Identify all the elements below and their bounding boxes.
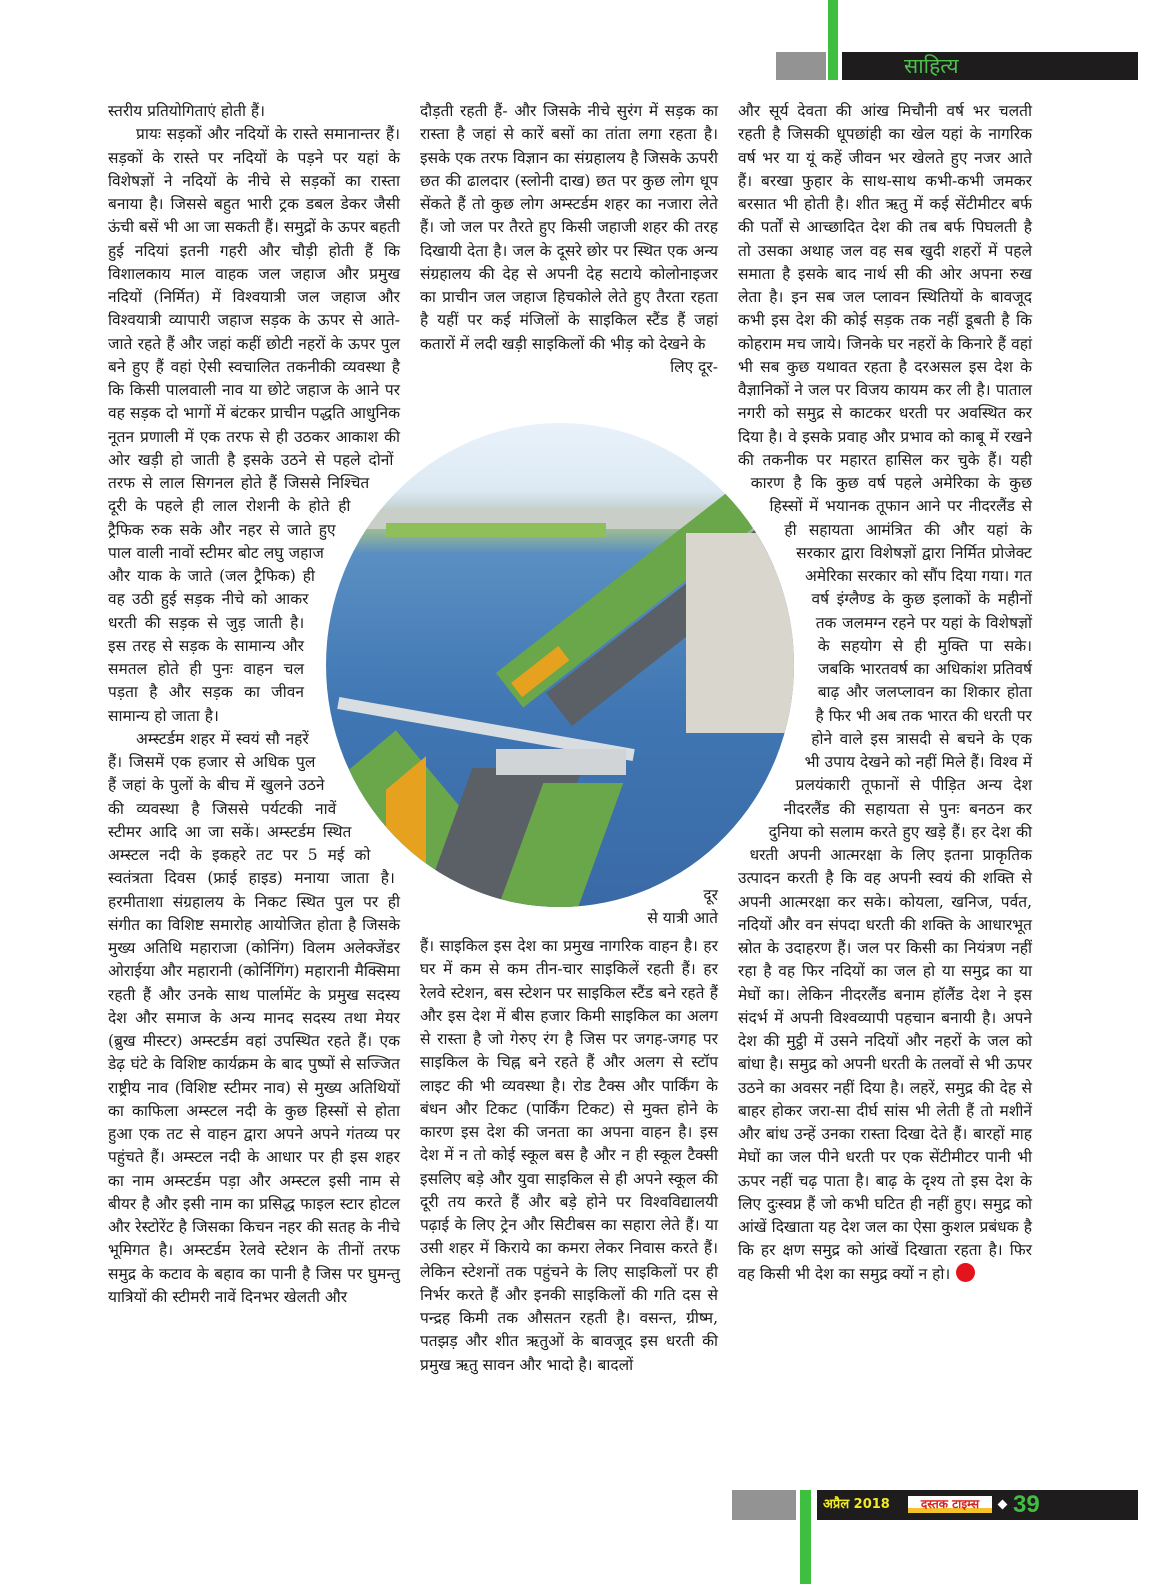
- article-column-middle-top: [420, 100, 718, 379]
- end-mark-dot-icon: [956, 1263, 975, 1282]
- header-gray-block: [776, 52, 826, 80]
- section-header-bar: [842, 52, 1138, 80]
- publication-logo: दस्तक टाइम्स: [908, 1496, 992, 1513]
- paragraph-tail: लिए दूर-: [670, 357, 718, 376]
- paragraph: अम्स्टर्डम शहर में स्वयं सौ नहरें हैं। जिसमें एक हजार से अधिक पुल हैं जहां के पुलों के बीच में खुलने उठने की व्यवस्था है जिससे पर्यटकी नावें स्टीमर आदि आ जा सकें। अम्स्टर्डम स्थित अम्स्टल नदी के इकहरे तट पर 5 मई को स्वतंत्रता दिवस (फ्राई हाइड) मनाया जाता है। हरमीताशा संग्रहालय के निकट स्थित पुल पर ही संगीत का विशिष्ट समारोह आयोजित होता है जिसके मुख्य अतिथि महाराजा (कोनिंग) विलम अलेक्जेंडर ओराईया और महारानी (कोर्निगिंग) महारानी मैक्सिमा रहती हैं और उनके साथ पार्लामेंट के प्रमुख सदस्य देश और समाज के अन्य मानद सदस्य तथा मेयर (ब्रुख मीस्टर) अम्स्टर्डम वहां उपस्थित रहते हैं। एक डेढ़ घंटे के विशिष्ट कार्यक्रम के बाद पुष्पों से सज्जित राष्ट्रीय नाव (विशिष्ट स्टीमर नाव) से मुख्य अतिथियों का काफिला अम्स्टल नदी के कुछ हिस्सों से होता हुआ एक तट से वाहन द्वारा अपने अपने गंतव्य पर पहुंचते हैं। अम्स्टल नदी के आधार पर ही इस शहर का नाम अम्स्टर्डम पड़ा और अम्स्टल इसी नाम से बीयर है और इसी नाम का प्रसिद्ध फाइल स्टार होटल और रेस्टोरेंट है जिसका किचन नहर की सतह के नीचे भूमिगत है। अम्स्टर्डम रेलवे स्टेशन के तीनों तरफ समुद्र के कटाव के बहाव का पानी है जिस पर घुमन्तु यात्रियों की स्टीमरी नावें दिनभर खेलती और: [108, 729, 400, 1306]
- paragraph: हैं। साइकिल इस देश का प्रमुख नागरिक वाहन है। हर घर में कम से कम तीन-चार साइकिलें रहती हैं। हर रेलवे स्टेशन, बस स्टेशन पर साइकिल स्टैंड बने रहते हैं और इस देश में बीस हजार किमी साइकिल का अलग से रास्ता है जो गेरुए रंग है जिस पर जगह-जगह पर साइकिल के चिह्न बने रहते हैं और अलग से स्टॉप लाइट की भी व्यवस्था है। रोड टैक्स और पार्किंग के बंधन और टिकट (पार्किंग टिकट) से मुक्त होने के कारण इस देश की जनता का अपना वाहन है। इस देश में न तो कोई स्कूल बस है और न ही स्कूल टैक्सी इसलिए बड़े और युवा साइकिल से ही अपने स्कूल की दूरी तय करते हैं और बड़े होने पर विश्वविद्यालयी पढ़ाई के लिए ट्रेन और सिटीबस का सहारा लेते हैं। या उसी शहर में किराये का कमरा लेकर निवास करते हैं। लेकिन स्टेशनों तक पहुंचने के लिए साइकिलों पर ही निर्भर करते हैं और इनकी साइकिलों की गति दस से पन्द्रह किमी तक औसतन रहती है। वसन्त, ग्रीष्म, पतझड़ और शीत ऋतुओं के बावजूद इस धरती की प्रमुख ऋतु सावन और भादो है। बादलों: [420, 937, 718, 1374]
- header-green-rule: [828, 0, 838, 80]
- caption-lines: [420, 884, 718, 931]
- footer-green-rule: [800, 1490, 811, 1584]
- paragraph: प्रायः सड़कों और नदियों के रास्ते समानान्तर हैं। सड़कों के रास्ते पर नदियों के पड़ने पर यहां के विशेषज्ञों ने नदियों के नीचे से सड़कों का रास्ता बनाया है। जिससे बहुत भारी ट्रक डबल डेकर जैसी ऊंची बसें भी आ जा सकती हैं। समुद्रों के ऊपर बहती हुई नदियां इतनी गहरी और चौड़ी होती हैं कि विशालकाय माल वाहक जल जहाज और प्रमुख नदियों (निर्मित) में विश्वयात्री जल जहाज और विश्वयात्री व्यापारी जहाज सड़क के ऊपर से आते-जाते रहते हैं और जहां कहीं छोटी नहरों के ऊपर पुल बने हुए हैं वहां ऐसी स्वचालित तकनीकी व्यवस्था है कि किसी पालवाली नाव या छोटे जहाज के आने पर वह सड़क दो भागों में बंटकर प्राचीन पद्धति आधुनिक नूतन प्रणाली में एक तरफ से ही उठकर आकाश की ओर खड़ी हो जाती है इसके उठने से पहले दोनों तरफ से लाल सिगनल होते हैं जिससे निश्चित दूरी के पहले ही लाल रोशनी के होते ही ट्रैफिक रुक सके और नहर से जाते हुए पाल वाली नावों स्टीमर बोट लघु जहाज और याक के जाते (जल ट्रैफिक) ही वह उठी हुई सड़क नीचे को आकर धरती की सड़क से जुड़ जाती है। इस तरह से सड़क के सामान्य और समतल होते ही पुनः वाहन चल पड़ता है और सड़क का जीवन सामान्य हो जाता है।: [108, 125, 400, 725]
- text-line: दूर: [703, 886, 718, 904]
- article-column-left: [108, 100, 400, 1309]
- footer-gray-block: [732, 1490, 796, 1520]
- section-title: साहित्य: [904, 54, 959, 78]
- page-number: 39: [1013, 1491, 1040, 1518]
- paragraph: दौड़ती रहती हैं- और जिसके नीचे सुरंग में सड़क का रास्ता है जहां से कारें बसों का तांता लगा रहता है। इसके एक तरफ विज्ञान का संग्रहालय है जिसके ऊपरी छत की ढालदार (स्लोनी दाख) छत पर कुछ लोग धूप सेंकते हैं तो कुछ लोग अम्स्टर्डम शहर का नजारा लेते हैं। जो जल पर तैरते हुए किसी जहाजी शहर की तरह दिखायी देता है। जल के दूसरे छोर पर स्थित एक अन्य संग्रहालय की देह से अपनी देह सटाये कोलोनाइजर का प्राचीन जल जहाज हिचकोले लेते हुए तैरता रहता है यहीं पर कई मंजिलों के साइकिल स्टैंड हैं जहां कतारों में लदी खड़ी साइकिलों की भीड़ को देखने के: [420, 102, 718, 353]
- diamond-separator-icon: [998, 1500, 1008, 1510]
- text-line: से यात्री आते: [647, 909, 718, 928]
- paragraph: स्तरीय प्रतियोगिताएं होती हैं।: [108, 102, 266, 120]
- article-column-right: [738, 100, 1032, 1286]
- paragraph-text: और सूर्य देवता की आंख मिचौनी वर्ष भर चलती रहती है जिसकी धूपछांही का खेल यहां के नागरिक वर्ष भर या यूं कहें जीवन भर खेलते हुए नजर आते हैं। बरखा फुहार के साथ-साथ कभी-कभी जमकर बरसात भी होती है। शीत ऋतु में कई सेंटीमीटर बर्फ की पर्तों से आच्छादित देश की तब बर्फ पिघलती है तो उसका अथाह जल वह सब खुदी शहरों में पहले समाता है इसके बाद नार्थ सी की ओर अपना रुख लेता है। इन सब जल प्लावन स्थितियों के बावजूद कभी इस देश की कोई सड़क तक नहीं डूबती है कि कोहराम मच जाये। जिनके घर नहरों के किनारे हैं वहां भी सब कुछ यथावत रहता है दरअसल इस देश के वैज्ञानिकों ने जल पर विजय कायम कर ली है। पाताल नगरी को समुद्र से काटकर धरती पर अवस्थित कर दिया है। वे इसके प्रवाह और प्रभाव को काबू में रखने की तकनीक पर महारत हासिल कर चुके हैं। यही कारण है कि कुछ वर्ष पहले अमेरिका के कुछ हिस्सों में भयानक तूफान आने पर नीदरलैंड से ही सहायता आमंत्रित की और यहां के सरकार द्वारा विशेषज्ञों द्वारा निर्मित प्रोजेक्ट अमेरिका सरकार को सौंप दिया गया। गत वर्ष इंग्लैण्ड के कुछ इलाकों के महीनों तक जलमग्न रहने पर यहां के विशेषज्ञों के सहयोग से ही मुक्ति पा सके। जबकि भारतवर्ष का अधिकांश प्रतिवर्ष बाढ़ और जलप्लावन का शिकार होता है फिर भी अब तक भारत की धरती पर होने वाले इस त्रासदी से बचने के एक भी उपाय देखने को नहीं मिले हैं। विश्व में प्रलयंकारी तूफानों से पीड़ित अन्य देश नीदरलैंड की सहायता से पुनः बनठन कर दुनिया को सलाम करते हुए खड़े हैं। हर देश की धरती अपनी आत्मरक्षा के लिए इतना प्राकृतिक उत्पादन करती है कि वह अपनी स्वयं की शक्ति से अपनी आत्मरक्षा कर सके। कोयला, खनिज, पर्वत, नदियों और वन संपदा धरती की शक्ति के आधारभूत स्रोत के उदाहरण हैं। जल पर किसी का नियंत्रण नहीं रहा है वह फिर नदियों का जल हो या समुद्र का या मेघों का। लेकिन नीदरलैंड बनाम हॉलैंड देश ने इस संदर्भ में अपनी विश्वव्यापी पहचान बनायी है। अपने देश की मुट्ठी में उसने नदियों और नहरों के जल को बांधा है। समुद्र को अपनी धरती के तलवों से भी ऊपर उठने का अवसर नहीं दिया है। लहरें, समुद्र की देह से बाहर होकर जरा-सा दीर्घ सांस भी लेती हैं तो मशीनें और बांध उन्हें उनका रास्ता दिखा देते हैं। बारहों माह मेघों का जल पीने धरती पर एक सेंटीमीटर पानी भी ऊपर नहीं चढ़ पाता है। बाढ़ के दृश्य तो इस देश के लिए दुःस्वप्न हैं जो कभी घटित ही नहीं हुए। समुद्र को आंखें दिखाता यह देश जल का ऐसा कुशल प्रबंधक है कि हर क्षण समुद्र को आंखें दिखाता रहता है। फिर वह किसी भी देश का समुद्र क्यों न हो।: [738, 102, 1032, 1283]
- article-column-middle-bottom: [420, 935, 718, 1377]
- issue-date: अप्रैल 2018: [823, 1497, 890, 1512]
- footer-bar: [817, 1490, 1138, 1520]
